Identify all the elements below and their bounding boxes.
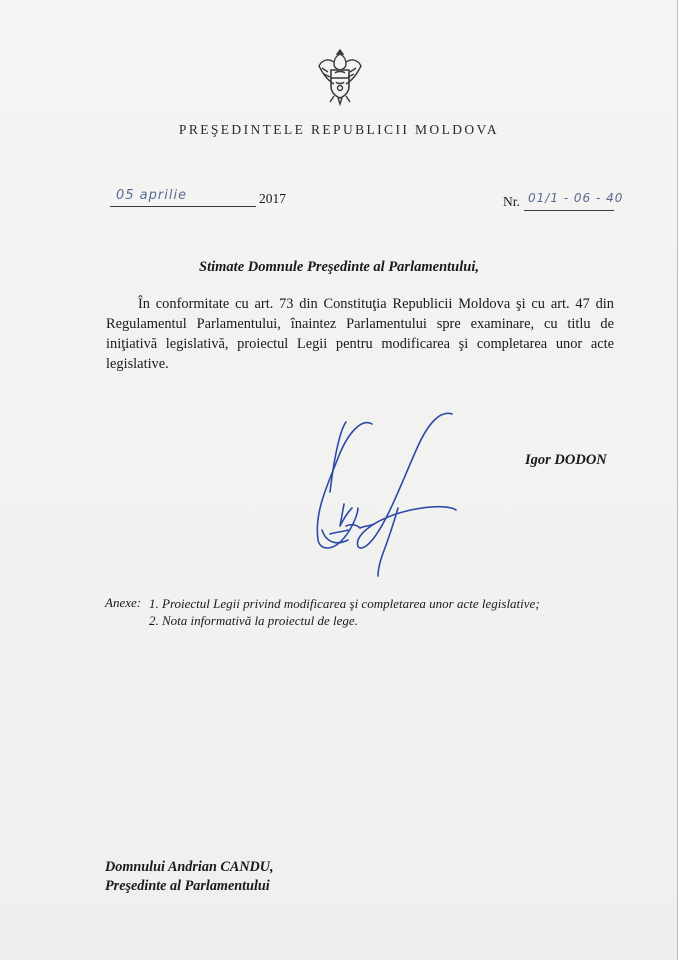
registration-field [524,190,624,211]
signer-name: Igor DODON [525,452,607,468]
moldova-coat-of-arms-icon [316,46,364,106]
annex-item: 1. Proiectul Legii privind modificarea şi completarea unor acte legislative; [149,596,540,611]
letter-body: În conformitate cu art. 73 din Constituţia Republicii Moldova şi cu art. 47 din Regulamentul Parlamentului, înaintez Parlamentului spre examinare, cu titlu de iniţiativă legislativă, proiectul Legii pentru modificarea şi completarea unor acte legislative. [106,296,614,372]
handwritten-signature [300,400,480,585]
institution-heading: PREŞEDINTELE REPUBLICII MOLDOVA [178,122,500,137]
date-year: 2017 [259,191,286,206]
addressee-name: Domnului Andrian CANDU, [105,859,274,875]
handwritten-date: 05 aprilie [116,188,188,203]
date-field [110,186,256,207]
registration-label: Nr. [503,194,520,209]
addressee-title: Preşedinte al Parlamentului [105,878,270,894]
annexes-list [149,595,540,629]
annex-item: 2. Nota informativă la proiectul de lege. [149,613,358,628]
annexes-label: Anexe: [105,595,142,610]
handwritten-registration-number: 01/1 - 06 - 40 [528,191,624,205]
salutation: Stimate Domnule Preşedinte al Parlamentului, [199,259,479,275]
addressee-block [105,858,274,896]
